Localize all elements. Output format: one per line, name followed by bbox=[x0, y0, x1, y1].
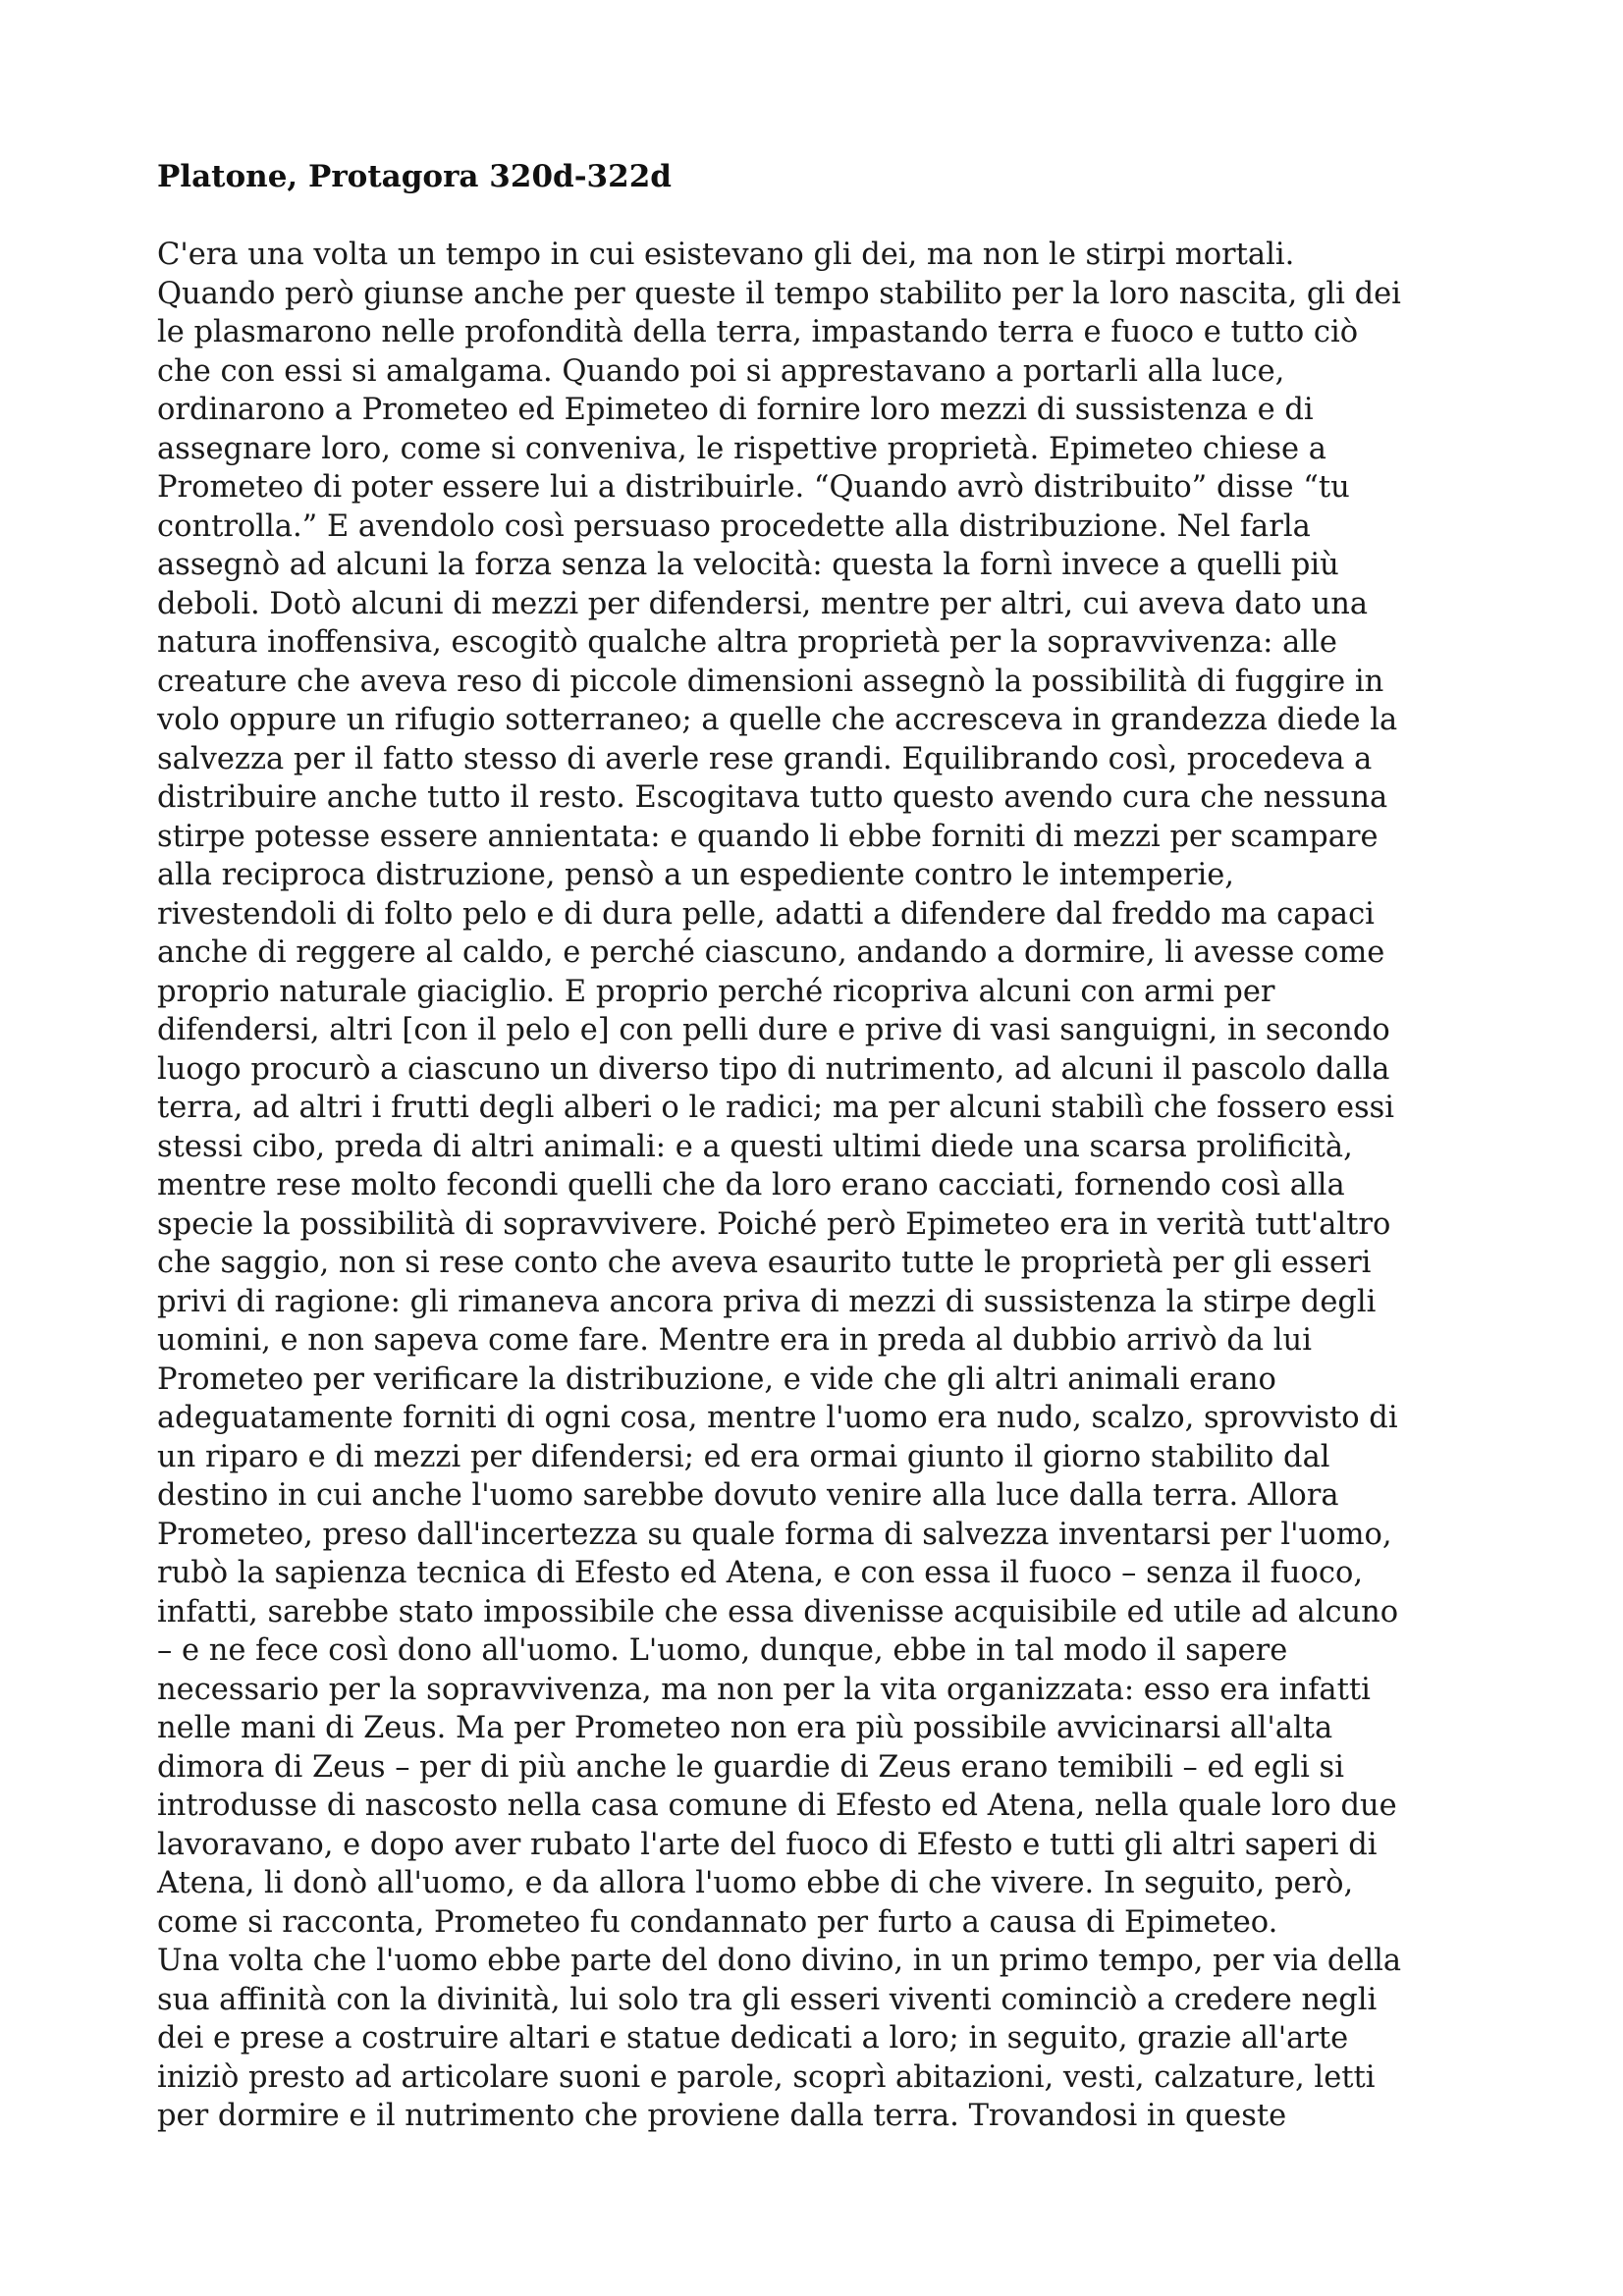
text-line: necessario per la sopravvivenza, ma non per la vita organizzata: esso era infatti bbox=[157, 1672, 1371, 1707]
text-line: dimora di Zeus – per di più anche le guardie di Zeus erano temibili – ed egli si bbox=[157, 1749, 1344, 1785]
text-line: deboli. Dotò alcuni di mezzi per difendersi, mentre per altri, cui aveva dato una bbox=[157, 586, 1369, 621]
text-line: un riparo e di mezzi per difendersi; ed era ormai giunto il giorno stabilito dal bbox=[157, 1439, 1330, 1474]
text-line: Quando però giunse anche per queste il tempo stabilito per la loro nascita, gli dei bbox=[157, 276, 1401, 311]
text-line: natura inoffensiva, escogitò qualche altra proprietà per la sopravvivenza: alle bbox=[157, 625, 1337, 660]
text-line: rubò la sapienza tecnica di Efesto ed Atena, e con essa il fuoco – senza il fuoco, bbox=[157, 1556, 1364, 1590]
text-line: stessi cibo, preda di altri animali: e a questi ultimi diede una scarsa prolificità, bbox=[157, 1129, 1353, 1164]
text-line: C'era una volta un tempo in cui esistevano gli dei, ma non le stirpi mortali. bbox=[157, 238, 1295, 272]
text-line: uomini, e non sapeva come fare. Mentre era in preda al dubbio arrivò da lui bbox=[157, 1323, 1312, 1358]
text-line: iniziò presto ad articolare suoni e parole, scoprì abitazioni, vesti, calzature, letti bbox=[157, 2059, 1376, 2095]
text-line: Prometeo di poter essere lui a distribuirle. “Quando avrò distribuito” disse “tu bbox=[157, 470, 1350, 505]
text-line: lavoravano, e dopo aver rubato l'arte del fuoco di Efesto e tutti gli altri saperi di bbox=[157, 1827, 1378, 1862]
text-line: distribuire anche tutto il resto. Escogitava tutto questo avendo cura che nessuna bbox=[157, 780, 1388, 815]
text-line: nelle mani di Zeus. Ma per Prometeo non era più possibile avvicinarsi all'alta bbox=[157, 1711, 1333, 1745]
text-line: assegnare loro, come si conveniva, le rispettive proprietà. Epimeteo chiese a bbox=[157, 431, 1326, 466]
text-line: stirpe potesse essere annientata: e quando li ebbe forniti di mezzi per scampare bbox=[157, 819, 1379, 854]
text-line: creature che aveva reso di piccole dimensioni assegnò la possibilità di fuggire in bbox=[157, 664, 1384, 699]
text-line: infatti, sarebbe stato impossibile che essa divenisse acquisibile ed utile ad alcuno bbox=[157, 1594, 1399, 1629]
text-line: Prometeo per verificare la distribuzione, e vide che gli altri animali erano bbox=[157, 1362, 1276, 1397]
text-line: come si racconta, Prometeo fu condannato per furto a causa di Epimeteo. bbox=[157, 1904, 1278, 1940]
text-line: Prometeo, preso dall'incertezza su quale forma di salvezza inventarsi per l'uomo, bbox=[157, 1517, 1392, 1552]
text-line: che con essi si amalgama. Quando poi si apprestavano a portarli alla luce, bbox=[157, 353, 1285, 389]
text-line: destino in cui anche l'uomo sarebbe dovuto venire alla luce dalla terra. Allora bbox=[157, 1478, 1339, 1513]
text-line: – e ne fece così dono all'uomo. L'uomo, dunque, ebbe in tal modo il sapere bbox=[157, 1633, 1288, 1668]
text-line: anche di reggere al caldo, e perché ciascuno, andando a dormire, li avesse come bbox=[157, 935, 1385, 970]
text-line: alla reciproca distruzione, pensò a un espediente contro le intemperie, bbox=[157, 858, 1234, 892]
text-line: dei e prese a costruire altari e statue dedicati a loro; in seguito, grazie all'arte bbox=[157, 2021, 1349, 2056]
text-line: mentre rese molto fecondi quelli che da loro erano cacciati, fornendo così alla bbox=[157, 1168, 1345, 1202]
text-line: terra, ad altri i frutti degli alberi o le radici; ma per alcuni stabilì che fossero essi bbox=[157, 1091, 1395, 1125]
text-line: salvezza per il fatto stesso di averle rese grandi. Equilibrando così, procedeva a bbox=[157, 741, 1373, 776]
text-line: ordinarono a Prometeo ed Epimeteo di fornire loro mezzi di sussistenza e di bbox=[157, 393, 1314, 427]
text-line: Atena, li donò all'uomo, e da allora l'uomo ebbe di che vivere. In seguito, però, bbox=[157, 1866, 1354, 1900]
text-line: introdusse di nascosto nella casa comune di Efesto ed Atena, nella quale loro due bbox=[157, 1789, 1397, 1823]
text-line: privi di ragione: gli rimaneva ancora priva di mezzi di sussistenza la stirpe degli bbox=[157, 1284, 1377, 1319]
document-title: Platone, Protagora 320d-322d bbox=[157, 159, 672, 194]
text-line: le plasmarono nelle profondità della terra, impastando terra e fuoco e tutto ciò bbox=[157, 315, 1359, 349]
text-line: rivestendoli di folto pelo e di dura pelle, adatti a difendere dal freddo ma capaci bbox=[157, 896, 1375, 932]
text-line: per dormire e il nutrimento che proviene dalla terra. Trovandosi in queste bbox=[157, 2099, 1287, 2133]
text-line: luogo procurò a ciascuno un diverso tipo di nutrimento, ad alcuni il pascolo dalla bbox=[157, 1051, 1390, 1087]
text-line: proprio naturale giaciglio. E proprio perché ricopriva alcuni con armi per bbox=[157, 974, 1275, 1009]
text-line: volo oppure un rifugio sotterraneo; a quelle che accresceva in grandezza diede la bbox=[157, 703, 1398, 737]
text-line: che saggio, non si rese conto che aveva esaurito tutte le proprietà per gli esseri bbox=[157, 1246, 1372, 1280]
text-line: Una volta che l'uomo ebbe parte del dono divino, in un primo tempo, per via della bbox=[157, 1944, 1402, 1978]
text-line: sua affinità con la divinità, lui solo tra gli esseri viventi cominciò a credere negli bbox=[157, 1982, 1378, 2017]
text-line: specie la possibilità di sopravvivere. Poiché però Epimeteo era in verità tutt'altro bbox=[157, 1206, 1391, 1242]
text-line: difendersi, altri [con il pelo e] con pelli dure e prive di vasi sanguigni, in secondo bbox=[157, 1013, 1390, 1047]
text-line: controlla.” E avendolo così persuaso procedette alla distribuzione. Nel farla bbox=[157, 508, 1311, 544]
text-line: assegnò ad alcuni la forza senza la velocità: questa la fornì invece a quelli più bbox=[157, 548, 1339, 582]
text-line: adeguatamente forniti di ogni cosa, mentre l'uomo era nudo, scalzo, sprovvisto di bbox=[157, 1401, 1398, 1435]
document-body bbox=[157, 236, 1473, 2136]
